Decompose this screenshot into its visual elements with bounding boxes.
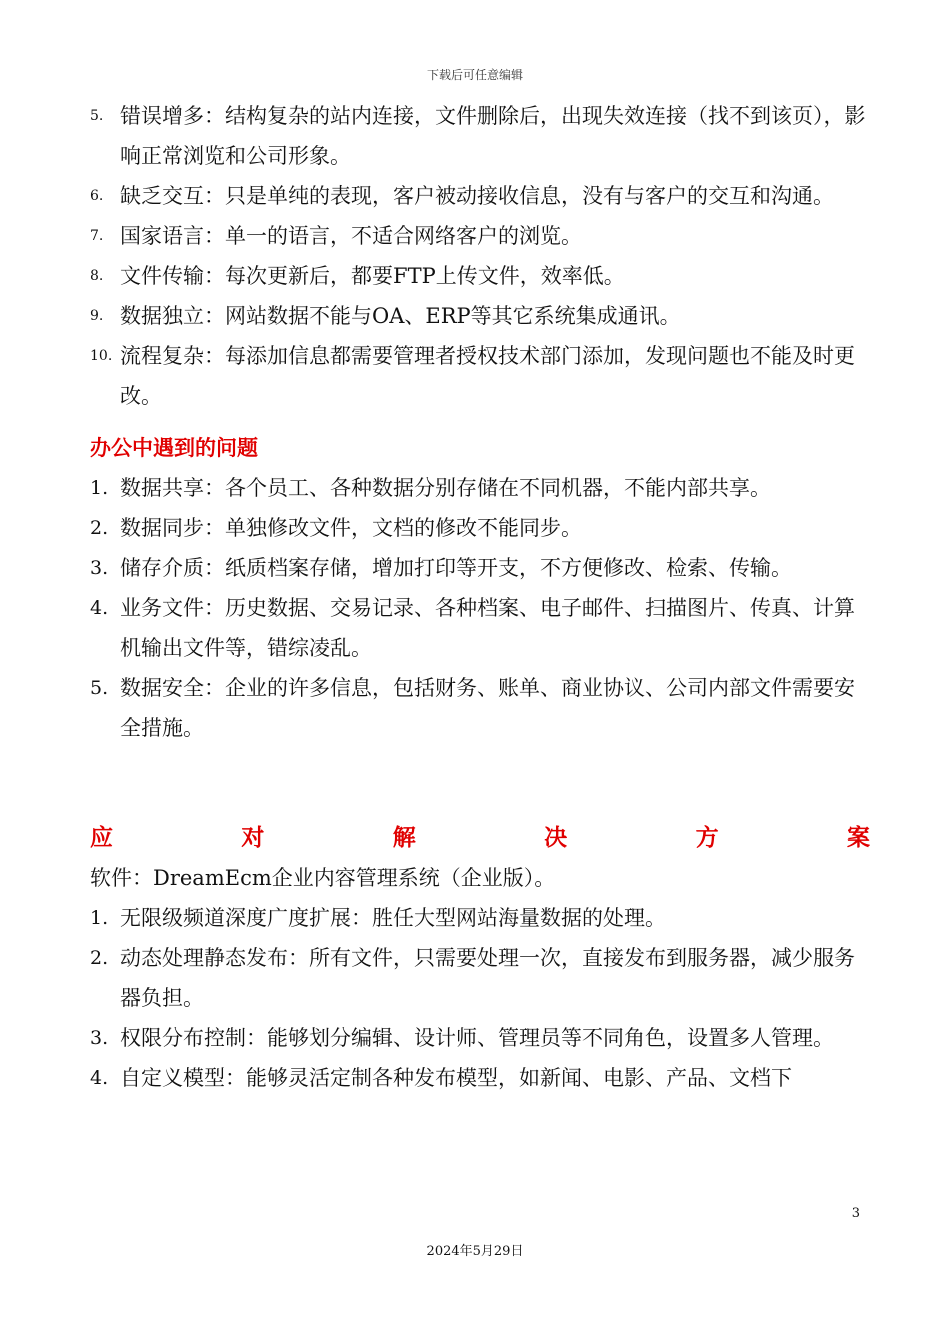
item-text: 数据独立：网站数据不能与OA、ERP等其它系统集成通讯。 bbox=[120, 304, 681, 328]
list-item bbox=[90, 468, 870, 508]
item-number: 1. bbox=[90, 477, 109, 499]
list-item bbox=[90, 588, 870, 668]
item-number: 10. bbox=[90, 348, 113, 364]
document-body bbox=[90, 96, 870, 1098]
item-number: 1. bbox=[90, 907, 109, 929]
item-number: 2. bbox=[90, 517, 109, 539]
list-item bbox=[90, 336, 870, 416]
list-item bbox=[90, 216, 870, 256]
heading-char: 应 bbox=[90, 825, 113, 851]
list-item bbox=[90, 898, 870, 938]
list-item bbox=[90, 1018, 870, 1058]
item-text: 自定义模型：能够灵活定制各种发布模型，如新闻、电影、产品、文档下 bbox=[120, 1066, 792, 1090]
page-footer-date: 2024年5月29日 bbox=[426, 1244, 524, 1259]
list-item bbox=[90, 296, 870, 336]
item-number: 3. bbox=[90, 557, 109, 579]
item-text: 数据安全：企业的许多信息，包括财务、账单、商业协议、公司内部文件需要安全措施。 bbox=[120, 676, 855, 740]
item-text: 权限分布控制：能够划分编辑、设计师、管理员等不同角色，设置多人管理。 bbox=[120, 1026, 834, 1050]
page-header: 下载后可任意编辑 bbox=[426, 68, 523, 82]
section-heading-solution bbox=[90, 818, 870, 858]
list-item bbox=[90, 668, 870, 748]
item-number: 6. bbox=[90, 188, 104, 204]
problem-list-website bbox=[90, 96, 870, 416]
item-text: 国家语言：单一的语言，不适合网络客户的浏览。 bbox=[120, 224, 582, 248]
heading-char: 解 bbox=[392, 825, 416, 851]
heading-char: 案 bbox=[846, 825, 870, 851]
item-text: 流程复杂：每添加信息都需要管理者授权技术部门添加，发现问题也不能及时更改。 bbox=[120, 344, 855, 408]
item-text: 错误增多：结构复杂的站内连接，文件删除后，出现失效连接（找不到该页），影响正常浏览和公司形象。 bbox=[120, 104, 866, 168]
list-item bbox=[90, 96, 870, 176]
item-number: 9. bbox=[90, 308, 104, 324]
heading-char: 方 bbox=[695, 825, 719, 851]
item-text: 缺乏交互：只是单纯的表现，客户被动接收信息，没有与客户的交互和沟通。 bbox=[120, 184, 834, 208]
item-text: 文件传输：每次更新后，都要FTP上传文件，效率低。 bbox=[120, 264, 625, 288]
item-text: 业务文件：历史数据、交易记录、各种档案、电子邮件、扫描图片、传真、计算机输出文件等，错综凌乱。 bbox=[120, 596, 855, 660]
software-line: 软件：DreamEcm企业内容管理系统（企业版）。 bbox=[90, 866, 556, 890]
list-item bbox=[90, 256, 870, 296]
item-number: 4. bbox=[90, 1067, 109, 1089]
solution-list bbox=[90, 898, 870, 1098]
problem-list-office bbox=[90, 468, 870, 748]
list-item bbox=[90, 176, 870, 216]
list-item bbox=[90, 1058, 870, 1098]
item-number: 2. bbox=[90, 947, 109, 969]
item-number: 7. bbox=[90, 228, 104, 244]
section-heading-office-problems: 办公中遇到的问题 bbox=[90, 436, 258, 460]
item-text: 无限级频道深度广度扩展：胜任大型网站海量数据的处理。 bbox=[120, 906, 666, 930]
item-text: 数据共享：各个员工、各种数据分别存储在不同机器，不能内部共享。 bbox=[120, 476, 771, 500]
list-item bbox=[90, 548, 870, 588]
item-text: 数据同步：单独修改文件，文档的修改不能同步。 bbox=[120, 516, 582, 540]
list-item bbox=[90, 938, 870, 1018]
page-number: 3 bbox=[851, 1206, 860, 1221]
item-text: 动态处理静态发布：所有文件，只需要处理一次，直接发布到服务器，减少服务器负担。 bbox=[120, 946, 855, 1010]
list-item bbox=[90, 508, 870, 548]
heading-char: 决 bbox=[544, 825, 568, 851]
item-text: 储存介质：纸质档案存储，增加打印等开支，不方便修改、检索、传输。 bbox=[120, 556, 792, 580]
heading-char: 对 bbox=[241, 825, 265, 851]
item-number: 5. bbox=[90, 677, 109, 699]
item-number: 5. bbox=[90, 108, 104, 124]
item-number: 8. bbox=[90, 268, 104, 284]
item-number: 3. bbox=[90, 1027, 109, 1049]
item-number: 4. bbox=[90, 597, 109, 619]
